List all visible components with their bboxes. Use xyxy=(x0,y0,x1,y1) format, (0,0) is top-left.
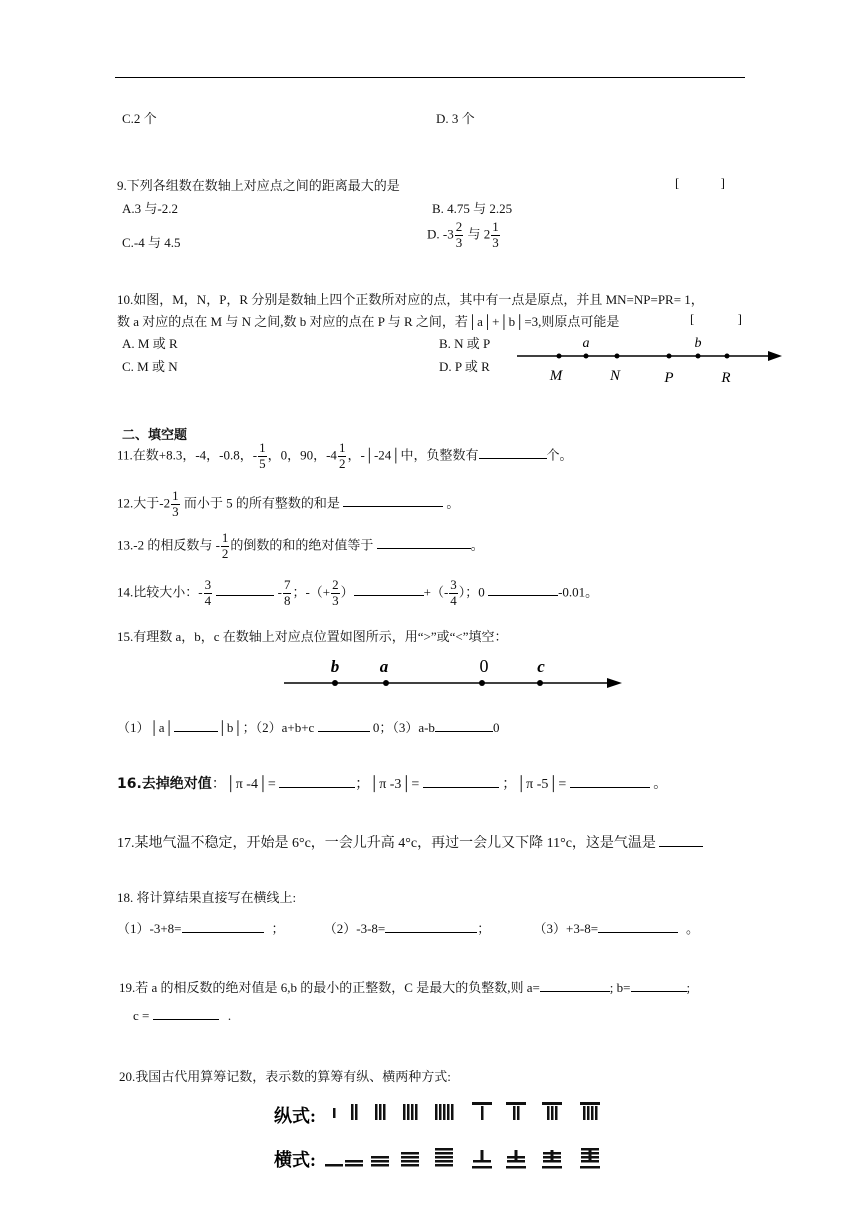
q19-line1 xyxy=(119,977,690,996)
fraction xyxy=(283,578,292,609)
q9-option-d xyxy=(427,220,501,251)
answer-blank[interactable] xyxy=(343,494,443,507)
q14-text-7: -0.01。 xyxy=(558,584,599,600)
answer-blank[interactable] xyxy=(488,583,558,596)
q10-option-a: A. M 或 R xyxy=(122,336,178,351)
q9-stem: 9.下列各组数在数轴上对应点之间的距离最大的是 xyxy=(117,178,400,193)
q18-part-3-end: 。 xyxy=(686,921,700,936)
q18-part-2-end: ； xyxy=(477,921,491,936)
rod-digit-h-1 xyxy=(325,1164,343,1167)
answer-blank[interactable] xyxy=(182,920,264,933)
q9-option-d-prefix: D. -3 xyxy=(427,226,454,242)
point-c xyxy=(537,680,543,686)
denominator: 8 xyxy=(283,592,291,608)
denominator: 3 xyxy=(172,503,179,519)
q15-text-4: 0 xyxy=(492,720,500,735)
denominator: 4 xyxy=(450,592,457,608)
q16-label: 16.去掉绝对值 xyxy=(117,776,212,792)
rod-digit-2 xyxy=(351,1104,358,1120)
q11-text-4: 个。 xyxy=(546,447,573,463)
label-b: b xyxy=(330,657,340,676)
fraction xyxy=(455,220,464,251)
q15-text-1: （1）│a│ xyxy=(117,720,174,735)
vertical-rods-label: 纵式: xyxy=(274,1106,316,1126)
q14 xyxy=(117,578,598,609)
point-n xyxy=(615,354,620,359)
q18-stem: 18. 将计算结果直接写在横线上: xyxy=(117,890,297,905)
q15-number-line xyxy=(280,652,630,697)
denominator: 2 xyxy=(221,545,229,561)
label-r: R xyxy=(721,370,731,386)
denominator: 3 xyxy=(332,592,339,608)
answer-blank[interactable] xyxy=(659,834,703,847)
q19-c-label: c = xyxy=(133,1008,150,1023)
rod-digit-5 xyxy=(435,1104,454,1120)
q12 xyxy=(117,489,459,520)
q14-text-2: - xyxy=(277,584,282,600)
label-m: M xyxy=(549,368,563,384)
answer-blank[interactable] xyxy=(570,775,650,788)
fraction xyxy=(258,441,267,472)
q15-answers xyxy=(117,717,499,736)
numerator: 2 xyxy=(455,219,463,234)
rod-digit-4 xyxy=(403,1104,418,1120)
q11-text-1: 11.在数+8.3，-4，-0.8，- xyxy=(117,447,258,463)
rod-digit-h-3 xyxy=(371,1156,389,1167)
point-b xyxy=(696,354,701,359)
fraction xyxy=(491,220,500,251)
q12-text-1: 12.大于-2 xyxy=(117,495,171,511)
q16-text-4: 。 xyxy=(653,777,668,792)
q11-text-3: ，-│-24│中，负整数有 xyxy=(347,447,479,463)
q10-option-b: B. N 或 P xyxy=(439,336,491,351)
q8-option-c: C.2 个 xyxy=(122,111,157,126)
q9-option-c: C.-4 与 4.5 xyxy=(122,235,181,250)
q10-option-c: C. M 或 N xyxy=(122,359,178,374)
answer-blank[interactable] xyxy=(153,1007,219,1020)
numerator: 3 xyxy=(204,577,212,592)
numerator: 7 xyxy=(283,577,291,592)
q17 xyxy=(117,832,703,852)
q18-part-1: （1）-3+8= xyxy=(117,921,182,936)
rod-digit-h-2 xyxy=(345,1160,363,1167)
rod-digit-1 xyxy=(333,1108,336,1118)
label-zero: 0 xyxy=(479,656,489,676)
denominator: 4 xyxy=(204,592,212,608)
point-r xyxy=(725,354,730,359)
q9-option-d-mid: 与 2 xyxy=(467,226,491,242)
q11-text-2: ，0，90，-4 xyxy=(267,447,337,463)
q14-text-1: 14.比较大小：- xyxy=(117,584,203,600)
answer-blank[interactable] xyxy=(423,775,499,788)
answer-blank[interactable] xyxy=(279,775,355,788)
header-rule xyxy=(115,77,745,78)
horizontal-rods-label: 横式: xyxy=(274,1150,316,1170)
fraction xyxy=(204,578,213,609)
label-a: a xyxy=(582,336,590,351)
denominator: 2 xyxy=(338,455,346,471)
rod-digit-8 xyxy=(542,1102,562,1120)
point-b xyxy=(332,680,338,686)
q19-c-end: . xyxy=(227,1008,232,1023)
numerator: 1 xyxy=(338,440,346,455)
q13-text-2: 的倒数的和的绝对值等于 xyxy=(230,537,374,553)
rod-digit-h-7 xyxy=(506,1150,526,1169)
answer-blank[interactable] xyxy=(631,979,687,992)
q20-stem: 20.我国古代用算筹记数，表示数的算筹有纵、横两种方式: xyxy=(119,1069,451,1084)
label-c: c xyxy=(537,657,545,676)
q12-text-2: 而小于 5 的所有整数的和是 xyxy=(183,495,340,511)
answer-blank[interactable] xyxy=(479,446,547,459)
vertical-rods-row xyxy=(333,1102,600,1120)
numerator: 1 xyxy=(221,530,229,545)
q13-text-3: 。 xyxy=(470,537,484,553)
label-p: P xyxy=(664,370,674,386)
q14-text-4: ） xyxy=(340,584,354,600)
q15-text-3: 0；（3）a-b xyxy=(372,720,435,735)
q9-answer-bracket: [ ] xyxy=(675,175,725,190)
denominator: 3 xyxy=(455,234,463,250)
rod-digit-7 xyxy=(506,1102,526,1120)
q19-text-2: ; b= xyxy=(609,980,631,995)
q16-text-1: ：│π -4│= xyxy=(211,777,280,792)
label-n: N xyxy=(609,368,621,384)
q19-text-3: ; xyxy=(686,980,691,995)
point-a xyxy=(584,354,589,359)
point-m xyxy=(557,354,562,359)
q18-part-1-end: ； xyxy=(271,921,285,936)
q9-option-a: A.3 与-2.2 xyxy=(122,201,178,216)
q14-text-3: ；-（+ xyxy=(292,584,331,600)
q10-option-d: D. P 或 R xyxy=(439,359,490,374)
q16-text-3: ；│π -5│= xyxy=(502,777,570,792)
fraction xyxy=(449,578,458,609)
fraction xyxy=(171,489,180,520)
numerator: 1 xyxy=(172,488,179,503)
q18-part-3: （3）+3-8= xyxy=(533,921,599,936)
label-a: a xyxy=(379,657,389,676)
rod-digit-h-6 xyxy=(472,1150,492,1169)
rod-digit-h-8 xyxy=(542,1150,562,1169)
rod-digit-6 xyxy=(472,1102,492,1120)
answer-blank[interactable] xyxy=(174,719,218,732)
fraction xyxy=(331,578,340,609)
point-zero xyxy=(479,680,485,686)
label-b: b xyxy=(694,336,702,351)
fraction xyxy=(338,441,347,472)
rod-digit-h-4 xyxy=(401,1152,419,1167)
q10-line1: 10.如图，M，N，P，R 分别是数轴上四个正数所对应的点，其中有一点是原点，并且 MN=NP=PR= 1， xyxy=(117,292,704,307)
numerator: 3 xyxy=(450,577,457,592)
numerator: 2 xyxy=(332,577,339,592)
answer-blank[interactable] xyxy=(377,536,471,549)
denominator: 3 xyxy=(492,234,499,250)
denominator: 5 xyxy=(259,455,266,471)
q14-text-6: ）；0 xyxy=(458,584,485,600)
q13-text-1: 13.-2 的相反数与 - xyxy=(117,537,220,553)
numerator: 1 xyxy=(259,440,266,455)
section-title: 二、填空题 xyxy=(122,428,188,443)
q16-text-2: ；│π -3│= xyxy=(355,777,423,792)
horizontal-rods-row xyxy=(325,1148,600,1169)
answer-blank[interactable] xyxy=(540,979,610,992)
fraction xyxy=(221,531,230,562)
rod-digit-h-9 xyxy=(580,1148,600,1169)
answer-blank[interactable] xyxy=(598,920,678,933)
answer-blank[interactable] xyxy=(435,719,493,732)
rod-digit-9 xyxy=(580,1102,600,1120)
q15-text-2: │b│；（2）a+b+c xyxy=(217,720,315,735)
q19-text-1: 19.若 a 的相反数的绝对值是 6,b 的最小的正整数，C 是最大的负整数,则 a= xyxy=(119,980,540,995)
rod-digit-h-5 xyxy=(435,1148,453,1167)
answer-blank[interactable] xyxy=(216,583,274,596)
q9-option-b: B. 4.75 与 2.25 xyxy=(432,201,513,216)
answer-blank[interactable] xyxy=(385,920,477,933)
q8-option-d: D. 3 个 xyxy=(436,111,475,126)
q19-line2 xyxy=(133,1007,231,1024)
rod-digit-3 xyxy=(375,1104,386,1120)
q18-part-2: （2）-3-8= xyxy=(323,921,386,936)
q10-number-line xyxy=(512,330,787,390)
point-p xyxy=(667,354,672,359)
answer-blank[interactable] xyxy=(318,719,370,732)
q10-line2: 数 a 对应的点在 M 与 N 之间,数 b 对应的点在 P 与 R 之间，若│a│+│b│=3,则原点可能是 xyxy=(117,314,620,329)
q11 xyxy=(117,441,573,472)
answer-blank[interactable] xyxy=(354,583,424,596)
numerator: 1 xyxy=(492,219,499,234)
q12-text-3: 。 xyxy=(446,495,460,511)
counting-rods-figure xyxy=(272,1098,617,1178)
q17-text: 17.某地气温不稳定，开始是 6°c，一会儿升高 4°c，再过一会儿又下降 11°c，这是气温是 xyxy=(117,836,656,851)
q13 xyxy=(117,531,484,562)
point-a xyxy=(383,680,389,686)
q18-answers xyxy=(117,918,699,937)
q14-text-5: +（- xyxy=(423,584,449,600)
q15-stem: 15.有理数 a，b，c 在数轴上对应点位置如图所示，用“>”或“<”填空： xyxy=(117,629,508,644)
q16 xyxy=(117,773,667,793)
q10-answer-bracket: [ ] xyxy=(690,311,742,326)
